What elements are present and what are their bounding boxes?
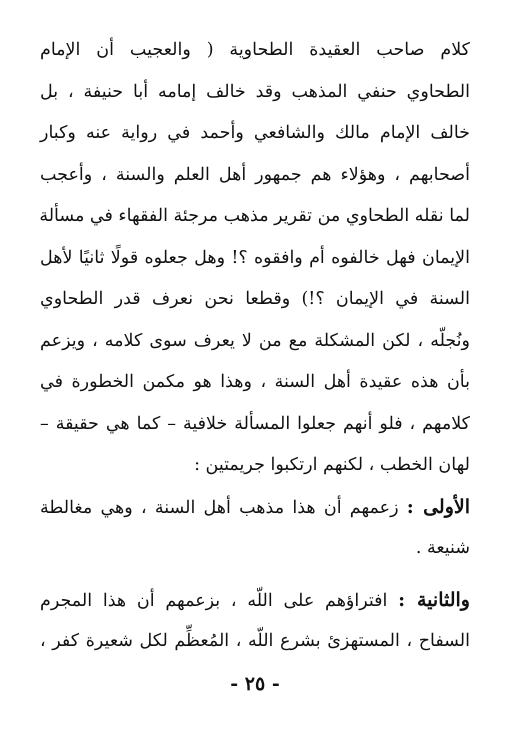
body-line: السنة في الإيمان ؟!) وقطعا نحن نعرف قدر الطحاوي [40, 289, 470, 309]
first-point-label: الأولى : [406, 495, 470, 518]
first-point-text: زعمهم أن هذا مذهب أهل السنة ، وهي مغالطة [40, 497, 399, 518]
body-line: الإيمان فهل خالفوه أم وافقوه ؟! وهل جعلوه قولًا ثانيًا لأهل [40, 247, 470, 268]
first-point-continuation: شنيعة . [415, 538, 470, 558]
body-line: الطحاوي حنفي المذهب وقد خالف إمامه أبا حنيفة ، بل [40, 81, 470, 102]
second-point-text: افتراؤهم على اللّه ، بزعمهم أن هذا المجرم [40, 590, 388, 611]
body-line: ونُجلّه ، لكن المشكلة مع من لا يعرف سوى كلامه ، ويزعم [40, 330, 470, 351]
body-line: بأن هذه عقيدة أهل السنة ، وهذا هو مكمن الخطورة في [40, 372, 470, 392]
second-point-label: والثانية : [398, 588, 470, 611]
body-line: لهان الخطب ، لكنهم ارتكبوا جريمتين : [194, 455, 470, 475]
body-line: لما نقله الطحاوي من تقرير مذهب مرجئة الفقهاء في مسألة [39, 206, 470, 226]
second-point-continuation: السفاح ، المستهزئ بشرع اللّه ، المُعظِّم لكل شعيرة كفر ، [40, 631, 470, 651]
body-line: كلامهم ، فلو أنهم جعلوا المسألة خلافية – كما هي حقيقة – [40, 413, 470, 434]
body-line: أصحابهم ، وهؤلاء هم جمهور أهل العلم والسنة ، وأعجب [40, 164, 470, 185]
body-line: كلام صاحب العقيدة الطحاوية ( والعجيب أن الإمام [40, 40, 470, 60]
page-number: - ٢٥ - [230, 673, 280, 695]
page-body-text [40, 30, 470, 663]
body-line: خالف الإمام مالك والشافعي وأحمد في رواية عنه وكبار [40, 123, 470, 143]
paragraph-gap [40, 570, 470, 580]
first-point-line [40, 487, 470, 529]
second-point-line [40, 580, 470, 622]
